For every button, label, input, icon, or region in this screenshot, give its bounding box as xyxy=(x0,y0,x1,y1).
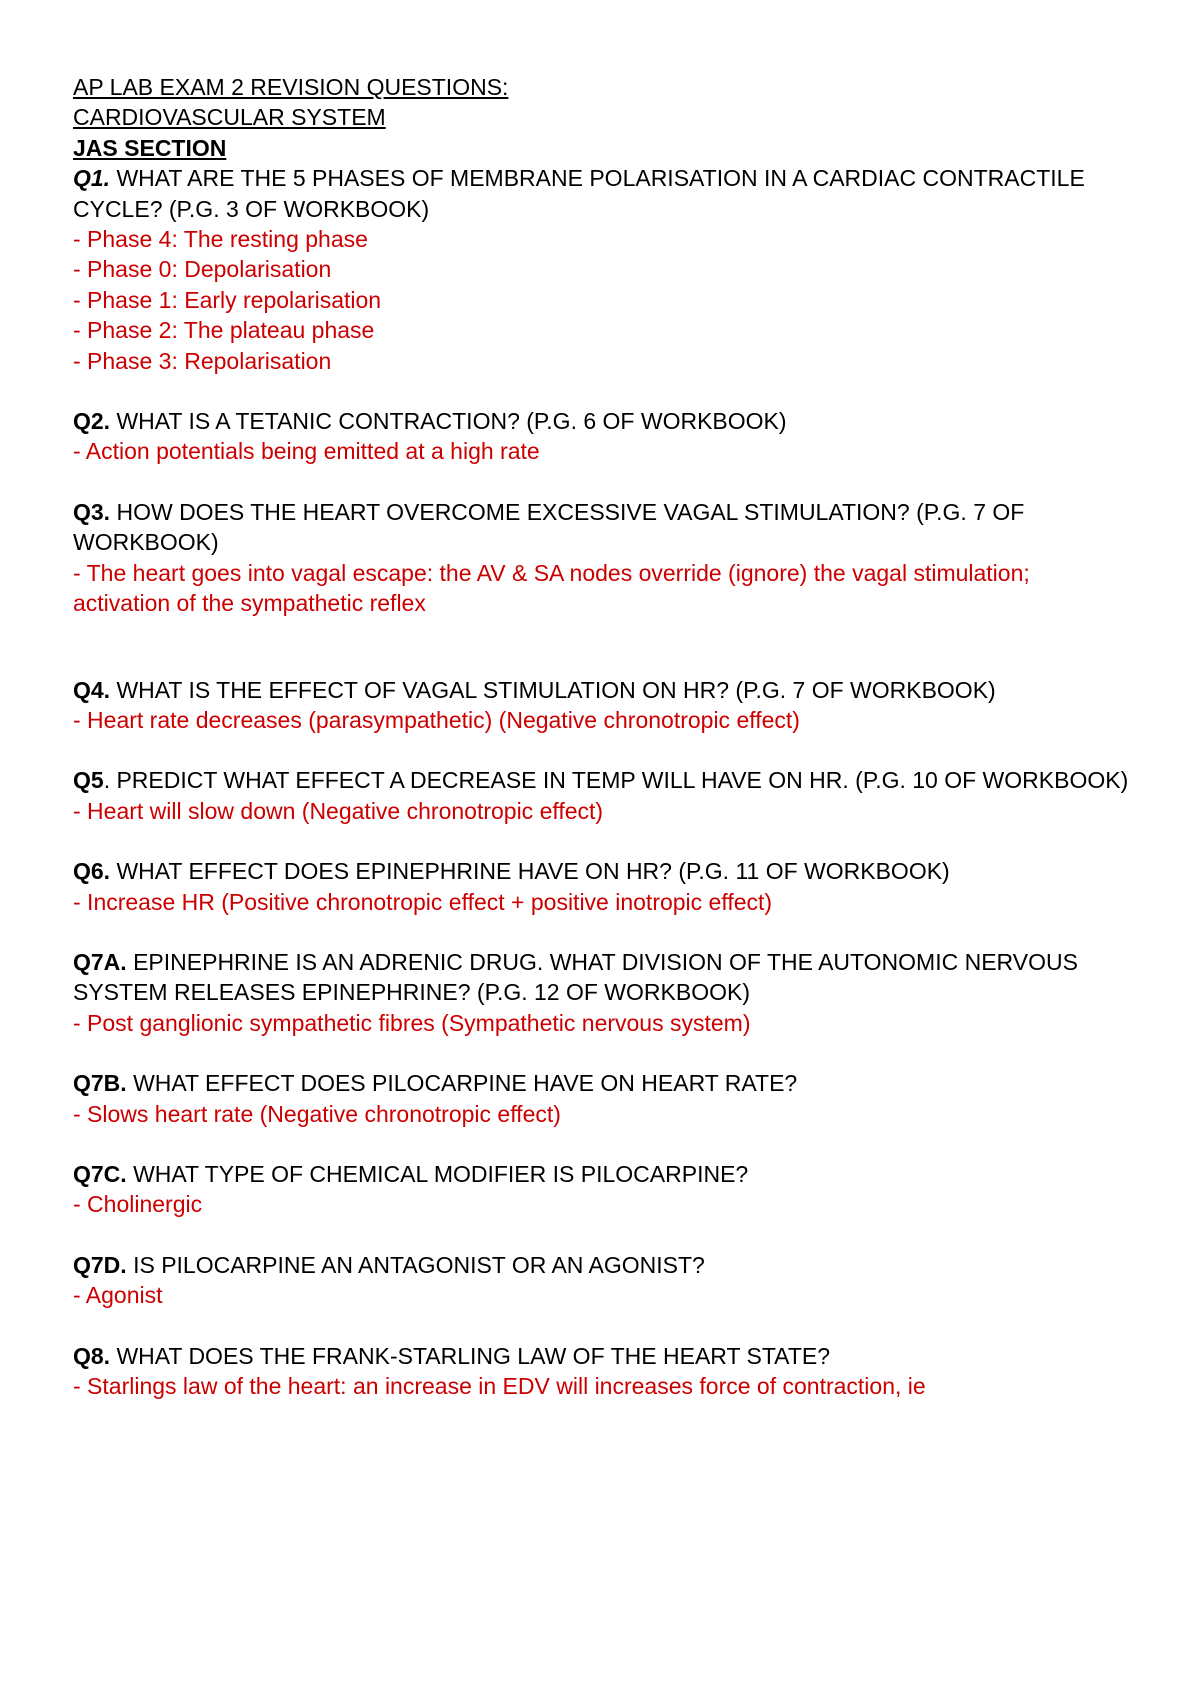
question-text: IS PILOCARPINE AN ANTAGONIST OR AN AGONIST? xyxy=(126,1251,705,1278)
answer: - Slows heart rate (Negative chronotropic effect) xyxy=(73,1100,561,1127)
question-block xyxy=(73,163,1133,376)
answer: - Phase 4: The resting phase xyxy=(73,226,368,253)
question-text: WHAT TYPE OF CHEMICAL MODIFIER IS PILOCARPINE? xyxy=(126,1160,749,1187)
question-block xyxy=(73,497,1133,619)
question xyxy=(73,1250,1133,1280)
spacer xyxy=(73,1038,1133,1068)
question-text: EPINEPHRINE IS AN ADRENIC DRUG. WHAT DIVISION OF THE AUTONOMIC NERVOUS SYSTEM RELEASES EPINEPHRINE? (P.G. 12 OF WORKBOOK) xyxy=(73,948,1078,1006)
answer: - Starlings law of the heart: an increase in EDV will increases force of contraction, ie xyxy=(73,1373,926,1399)
question-text: HOW DOES THE HEART OVERCOME EXCESSIVE VAGAL STIMULATION? (P.G. 7 OF WORKBOOK) xyxy=(73,498,1025,556)
question-number: Q7A. xyxy=(73,948,127,975)
question-number: Q8. xyxy=(73,1342,111,1369)
doc-title: AP LAB EXAM 2 REVISION QUESTIONS: xyxy=(73,74,509,100)
answer: - Phase 1: Early repolarisation xyxy=(73,286,382,313)
question-block xyxy=(73,675,1133,736)
question-text: WHAT EFFECT DOES PILOCARPINE HAVE ON HEART RATE? xyxy=(126,1070,798,1097)
question-number: Q5 xyxy=(73,767,104,794)
answer: - The heart goes into vagal escape: the AV & SA nodes override (ignore) the vagal stimulation; activation of the sympathetic reflex xyxy=(73,559,1030,617)
spacer xyxy=(73,735,1133,765)
question-block xyxy=(73,1341,1133,1402)
question-block xyxy=(73,406,1133,467)
spacer xyxy=(73,467,1133,497)
question-block xyxy=(73,1250,1133,1311)
question-number: Q7C. xyxy=(73,1160,127,1187)
question-text: WHAT ARE THE 5 PHASES OF MEMBRANE POLARISATION IN A CARDIAC CONTRACTILE CYCLE? (P.G. 3 OF WORKBOOK) xyxy=(73,165,1085,222)
question-block xyxy=(73,856,1133,917)
question-block xyxy=(73,765,1133,826)
question-text: . PREDICT WHAT EFFECT A DECREASE IN TEMP WILL HAVE ON HR. (P.G. 10 OF WORKBOOK) xyxy=(103,767,1129,794)
answer: - Phase 2: The plateau phase xyxy=(73,317,375,344)
question-block xyxy=(73,1068,1133,1129)
question-number: Q1. xyxy=(73,165,111,192)
answer: - Action potentials being emitted at a high rate xyxy=(73,438,540,465)
spacer xyxy=(73,917,1133,947)
question-text: WHAT IS A TETANIC CONTRACTION? (P.G. 6 OF WORKBOOK) xyxy=(110,408,787,435)
answer: - Heart will slow down (Negative chronotropic effect) xyxy=(73,797,604,824)
answer: - Agonist xyxy=(73,1282,163,1309)
question xyxy=(73,675,1133,705)
question-number: Q6. xyxy=(73,858,111,885)
answer: - Post ganglionic sympathetic fibres (Sympathetic nervous system) xyxy=(73,1009,751,1036)
question-text: WHAT DOES THE FRANK-STARLING LAW OF THE HEART STATE? xyxy=(110,1342,830,1369)
question-number: Q7B. xyxy=(73,1070,127,1097)
question-block xyxy=(73,1159,1133,1220)
answer: - Phase 3: Repolarisation xyxy=(73,347,332,374)
question-block xyxy=(73,947,1133,1038)
question xyxy=(73,1341,1133,1371)
doc-subtitle: CARDIOVASCULAR SYSTEM xyxy=(73,104,386,131)
question-number: Q2. xyxy=(73,408,111,435)
question-text: WHAT EFFECT DOES EPINEPHRINE HAVE ON HR? (P.G. 11 OF WORKBOOK) xyxy=(110,858,950,885)
spacer xyxy=(73,1129,1133,1159)
question-number: Q3. xyxy=(73,498,111,525)
answer: - Increase HR (Positive chronotropic effect + positive inotropic effect) xyxy=(73,888,773,915)
question xyxy=(73,947,1133,1008)
question xyxy=(73,406,1133,436)
question-number: Q7D. xyxy=(73,1251,127,1278)
spacer xyxy=(73,376,1133,406)
answer: - Phase 0: Depolarisation xyxy=(73,256,332,283)
question xyxy=(73,1068,1133,1098)
question xyxy=(73,497,1133,558)
question xyxy=(73,856,1133,886)
answer: - Heart rate decreases (parasympathetic) (Negative chronotropic effect) xyxy=(73,706,800,733)
spacer xyxy=(73,619,1133,675)
spacer xyxy=(73,1220,1133,1250)
answer: - Cholinergic xyxy=(73,1191,203,1218)
question xyxy=(73,765,1133,795)
question-text: WHAT IS THE EFFECT OF VAGAL STIMULATION ON HR? (P.G. 7 OF WORKBOOK) xyxy=(110,676,996,703)
spacer xyxy=(73,1311,1133,1341)
spacer xyxy=(73,826,1133,856)
section-title: JAS SECTION xyxy=(73,134,227,161)
question xyxy=(73,1159,1133,1189)
document-page xyxy=(73,72,1133,1401)
question-number: Q4. xyxy=(73,676,111,703)
question xyxy=(73,163,1133,224)
